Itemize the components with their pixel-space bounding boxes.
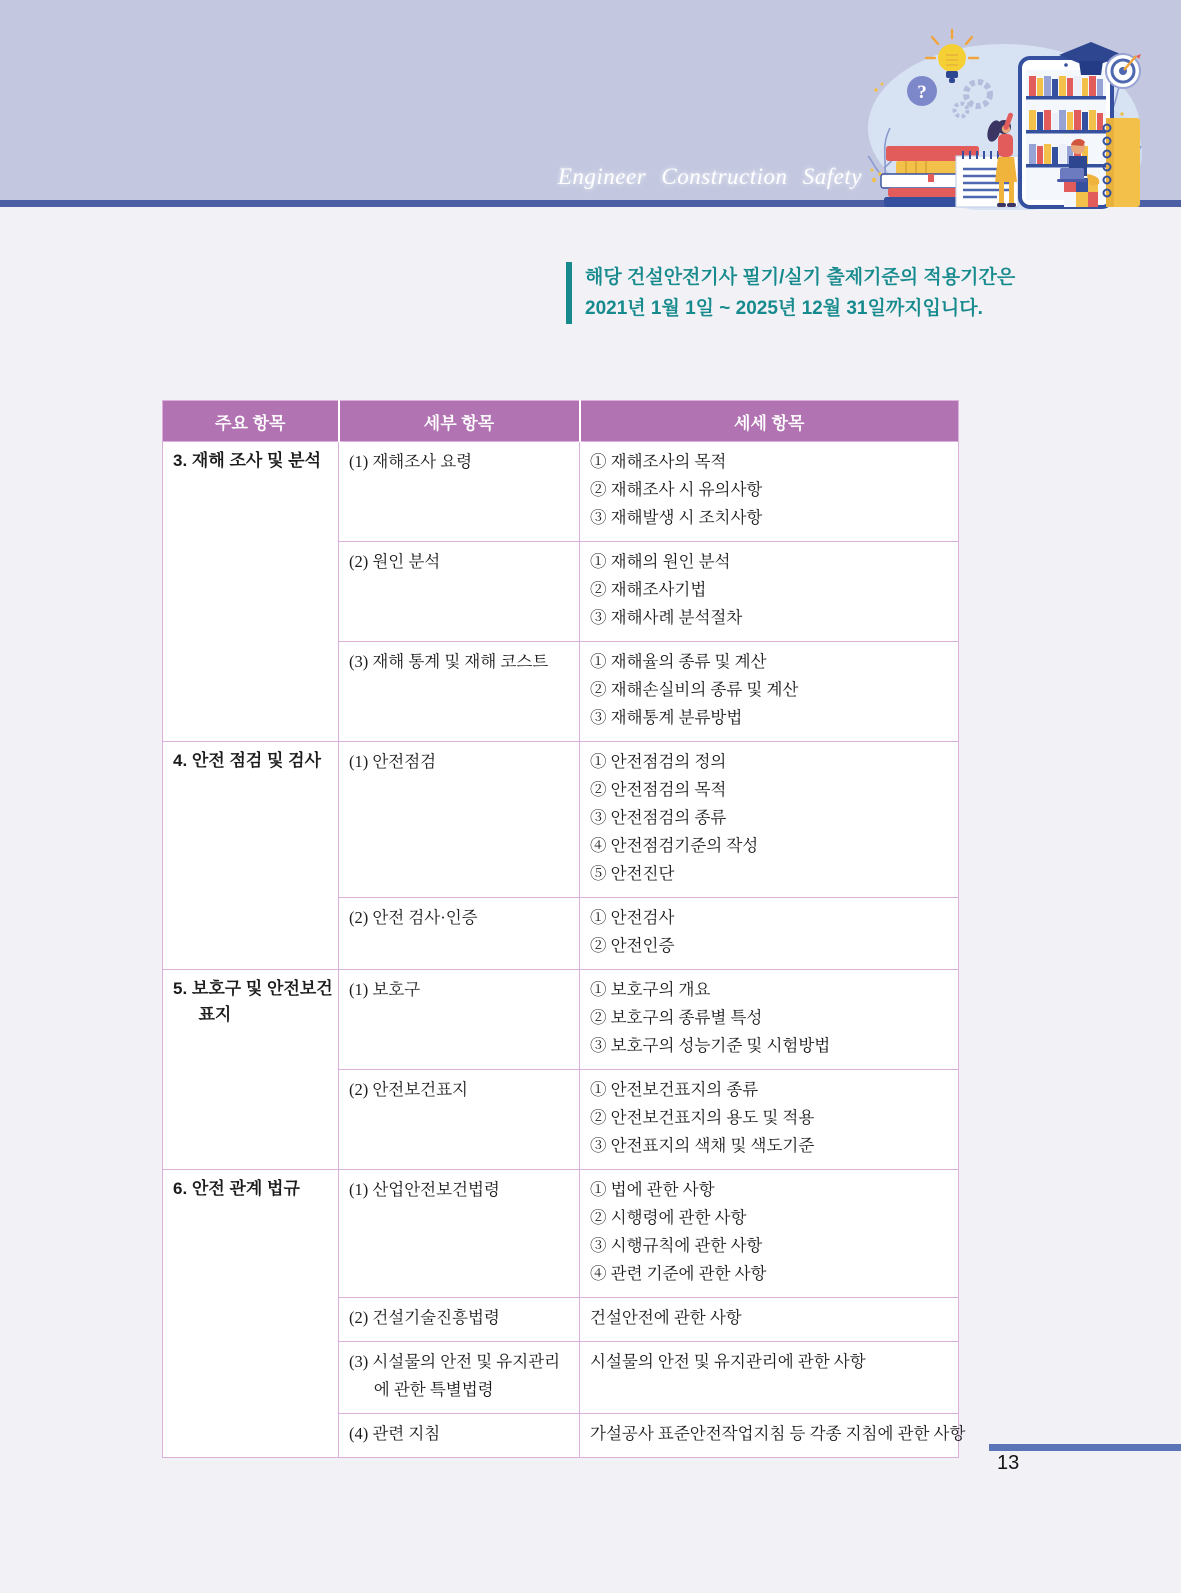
cell-line: (3) 재해 통계 및 재해 코스트	[349, 652, 549, 671]
sub-items-cell	[580, 1070, 959, 1170]
sub-item: 시설물의 안전 및 유지관리에 관한 사항	[590, 1352, 866, 1371]
target-icon	[1106, 54, 1141, 88]
detail-item-cell	[339, 542, 580, 642]
sub-item: ① 재해조사의 목적	[590, 452, 727, 471]
column-header-detail: 세부 항목	[339, 401, 580, 442]
main-item-cell	[163, 442, 339, 742]
spiral-notebook	[1104, 118, 1141, 207]
table-row	[163, 442, 959, 542]
cell-line: 4. 안전 점검 및 검사	[173, 751, 322, 770]
sub-items-cell	[580, 1414, 966, 1458]
sub-item: ① 안전검사	[590, 908, 675, 927]
sub-items-cell	[580, 1298, 959, 1342]
main-item-cell	[163, 970, 339, 1170]
question-mark-icon: ?	[917, 82, 927, 103]
sub-item: ① 재해의 원인 분석	[590, 552, 731, 571]
criteria-table-body	[163, 442, 966, 1458]
sub-item: ③ 안전점검의 종류	[590, 808, 727, 827]
cell-line: (4) 관련 지침	[349, 1424, 441, 1443]
sub-item: ③ 재해통계 분류방법	[590, 708, 743, 727]
sub-item: ② 재해조사 시 유의사항	[590, 480, 763, 499]
sub-items-cell	[580, 442, 959, 542]
sub-item: ① 재해율의 종류 및 계산	[590, 652, 767, 671]
detail-item-cell	[339, 642, 580, 742]
sub-item: ② 안전점검의 목적	[590, 780, 727, 799]
cell-line: (2) 원인 분석	[349, 552, 441, 571]
criteria-table	[162, 400, 966, 1458]
sub-item: ② 보호구의 종류별 특성	[590, 1008, 763, 1027]
detail-item-cell	[339, 742, 580, 898]
page-number: 13	[997, 1452, 1020, 1474]
column-header-main: 주요 항목	[163, 401, 339, 442]
detail-item-cell	[339, 1170, 580, 1298]
sub-item: ② 재해손실비의 종류 및 계산	[590, 680, 799, 699]
criteria-table-wrap	[162, 400, 966, 1458]
sub-item: ① 안전점검의 정의	[590, 752, 727, 771]
sub-item: ③ 재해사례 분석절차	[590, 608, 743, 627]
cell-line: (1) 보호구	[349, 980, 421, 999]
sub-item: ② 시행령에 관한 사항	[590, 1208, 747, 1227]
notice-line: 해당 건설안전기사 필기/실기 출제기준의 적용기간은	[585, 267, 1016, 288]
sub-item: ② 재해조사기법	[590, 580, 707, 599]
table-row	[163, 1170, 959, 1298]
footer-rule	[989, 1444, 1181, 1451]
sub-item: ② 안전보건표지의 용도 및 적용	[590, 1108, 815, 1127]
sub-items-cell	[580, 970, 959, 1070]
cell-line: (1) 안전점검	[349, 752, 437, 771]
detail-item-cell	[339, 898, 580, 970]
sub-item: ① 보호구의 개요	[590, 980, 711, 999]
sub-item: ① 법에 관한 사항	[590, 1180, 715, 1199]
cell-line: (3) 시설물의 안전 및 유지관리	[349, 1352, 561, 1371]
sub-item: ② 안전인증	[590, 936, 675, 955]
cell-line: (2) 안전보건표지	[349, 1080, 468, 1099]
main-item-cell	[163, 742, 339, 970]
column-header-sub: 세세 항목	[580, 401, 959, 442]
sub-item: 가설공사 표준안전작업지침 등 각종 지침에 관한 사항	[590, 1424, 966, 1443]
main-item-cell	[163, 1170, 339, 1458]
sub-item: ④ 관련 기준에 관한 사항	[590, 1264, 767, 1283]
sub-items-cell	[580, 1170, 959, 1298]
cell-line: (2) 건설기술진흥법령	[349, 1308, 500, 1327]
sub-item: 건설안전에 관한 사항	[590, 1308, 742, 1327]
cell-line: 에 관한 특별법령	[373, 1380, 494, 1399]
sub-item: ⑤ 안전진단	[590, 864, 675, 883]
cell-line: (1) 재해조사 요령	[349, 452, 473, 471]
header-illustration	[866, 28, 1142, 210]
sub-items-cell	[580, 898, 959, 970]
table-row	[163, 970, 959, 1070]
cell-line: 6. 안전 관계 법규	[173, 1179, 300, 1198]
sub-items-cell	[580, 742, 959, 898]
question-mark-bubble	[907, 76, 937, 106]
detail-item-cell	[339, 970, 580, 1070]
sub-items-cell	[580, 1342, 959, 1414]
detail-item-cell	[339, 1414, 580, 1458]
notice-line: 2021년 1월 1일 ~ 2025년 12월 31일까지입니다.	[585, 298, 983, 319]
cell-line: (2) 안전 검사·인증	[349, 908, 478, 927]
sub-items-cell	[580, 542, 959, 642]
cell-line: 5. 보호구 및 안전보건	[173, 979, 333, 998]
sub-item: ③ 안전표지의 색채 및 색도기준	[590, 1136, 815, 1155]
table-header-row	[163, 401, 959, 442]
detail-item-cell	[339, 1298, 580, 1342]
sub-item: ③ 보호구의 성능기준 및 시험방법	[590, 1036, 831, 1055]
detail-item-cell	[339, 1070, 580, 1170]
cell-line: 표지	[198, 1005, 232, 1024]
cell-line: (1) 산업안전보건법령	[349, 1180, 500, 1199]
exam-period-notice	[566, 262, 1015, 324]
detail-item-cell	[339, 1342, 580, 1414]
table-row	[163, 742, 959, 898]
detail-item-cell	[339, 442, 580, 542]
sub-item: ④ 안전점검기준의 작성	[590, 836, 759, 855]
sub-items-cell	[580, 642, 959, 742]
page-title: Engineer Construction Safety	[557, 164, 862, 189]
sub-item: ③ 시행규칙에 관한 사항	[590, 1236, 763, 1255]
sub-item: ③ 재해발생 시 조치사항	[590, 508, 763, 527]
cell-line: 3. 재해 조사 및 분석	[173, 451, 322, 470]
sub-item: ① 안전보건표지의 종류	[590, 1080, 759, 1099]
